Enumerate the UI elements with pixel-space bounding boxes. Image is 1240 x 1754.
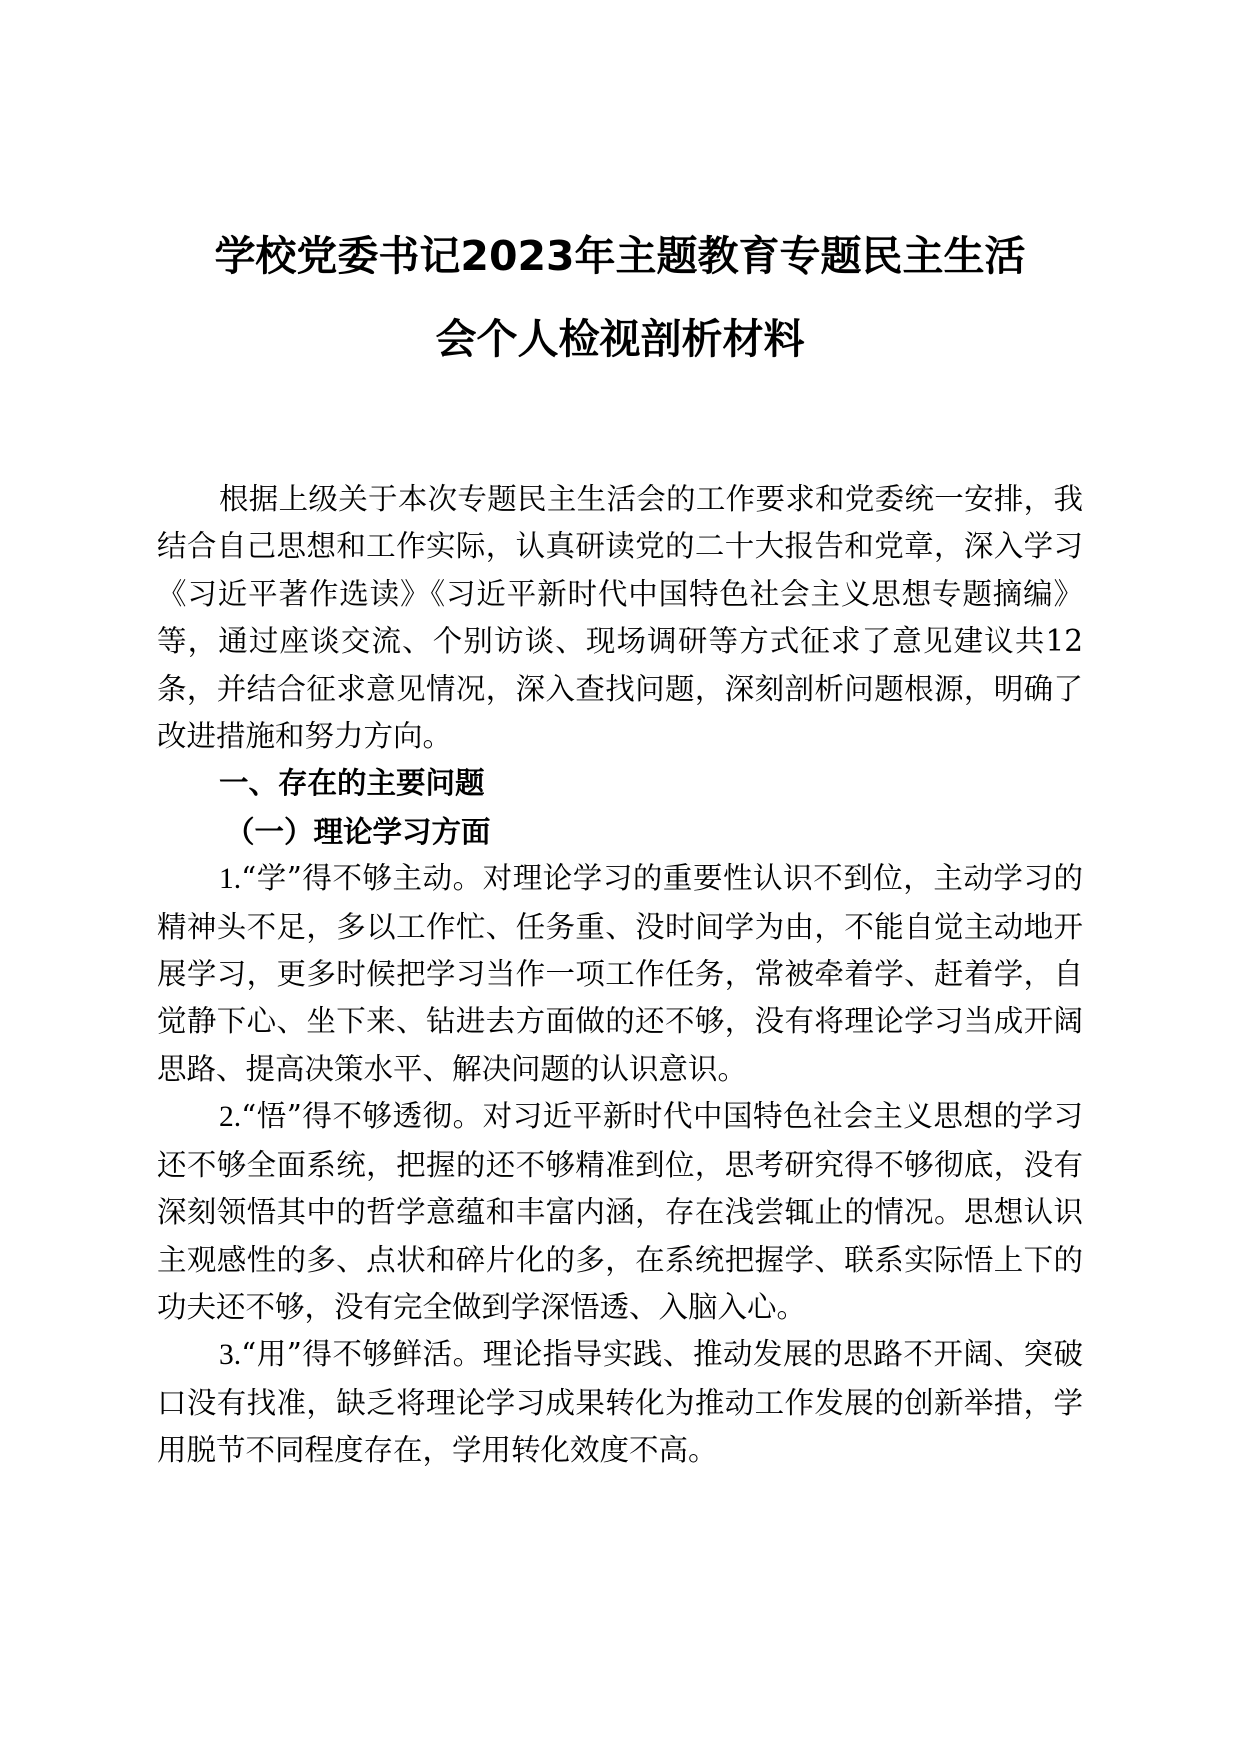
item-number: 2. (219, 1101, 242, 1134)
section-heading: 一、存在的主要问题 (219, 766, 485, 801)
item-text: “用”得不够鲜活。理论指导实践、推动发展的思路不开阔、突破口没有找准，缺乏将理论学习成果转化为推动工作发展的创新举措，学用脱节不同程度存在，学用转化效度不高。 (157, 1337, 1083, 1468)
document-body (157, 476, 1083, 1475)
intro-paragraph: 根据上级关于本次专题民主生活会的工作要求和党委统一安排，我结合自己思想和工作实际，认真研读党的二十大报告和党章，深入学习《习近平著作选读》《习近平新时代中国特色社会主义思想专题摘编》等，通过座谈交流、个别访谈、现场调研等方式征求了意见建议共12条，并结合征求意见情况，深入查找问题，深刻剖析问题根源，明确了改进措施和努力方向。 (157, 482, 1083, 754)
document-title-line-2: 会个人检视剖析材料 (435, 315, 805, 363)
item-text: “学”得不够主动。对理论学习的重要性认识不到位，主动学习的精神头不足，多以工作忙、任务重、没时间学为由，不能自觉主动地开展学习，更多时候把学习当作一项工作任务，常被牵着学、赶着学，自觉静下心、坐下来、钻进去方面做的还不够，没有将理论学习当成开阔思路、提高决策水平、解决问题的认识意识。 (157, 861, 1083, 1086)
item-text: “悟”得不够透彻。对习近平新时代中国特色社会主义思想的学习还不够全面系统，把握的还不够精准到位，思考研究得不够彻底，没有深刻领悟其中的哲学意蕴和丰富内涵，存在浅尝辄止的情况。思想认识主观感性的多、点状和碎片化的多，在系统把握学、联系实际悟上下的功夫还不够，没有完全做到学深悟透、入脑入心。 (157, 1099, 1083, 1324)
item-number: 1. (219, 863, 242, 896)
list-item (157, 1093, 1083, 1331)
list-item (157, 855, 1083, 1093)
document-title-line-1: 学校党委书记2023年主题教育专题民主生活 (214, 232, 1026, 280)
item-number: 3. (219, 1339, 242, 1372)
list-item (157, 1331, 1083, 1474)
subsection-heading: （一）理论学习方面 (225, 813, 491, 849)
